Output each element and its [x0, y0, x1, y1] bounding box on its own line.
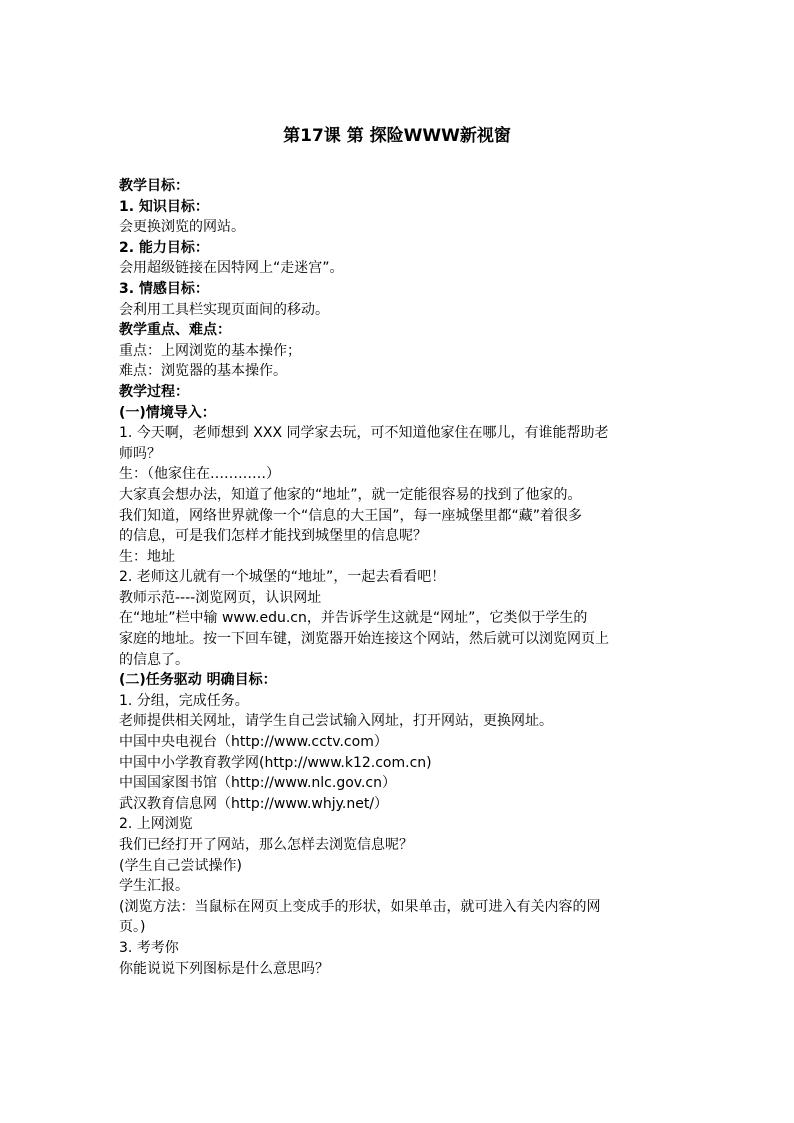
- text-line: 生：地址: [119, 548, 175, 565]
- section-heading: 教学目标：: [119, 178, 189, 194]
- section-heading: 教学重点、难点：: [119, 322, 231, 339]
- text-line: 中国国家图书馆（http://www.nlc.gov.cn）: [119, 775, 396, 792]
- text-line: 2. 老师这儿就有一个城堡的“地址”，一起去看看吧！: [119, 569, 446, 586]
- text-line: 你能说说下列图标是什么意思吗？: [119, 960, 329, 977]
- section-heading: 1. 知识目标：: [119, 198, 209, 215]
- section-heading: 3. 情感目标：: [119, 280, 209, 297]
- text-line: 的信息，可是我们怎样才能找到城堡里的信息呢？: [119, 528, 427, 545]
- page-title: 第17课 第 探险WWW新视窗: [283, 126, 511, 146]
- text-line: 2. 上网浏览: [119, 816, 193, 833]
- text-line: 我们知道，网络世界就像一个“信息的大王国”，每一座城堡里都“藏”着很多: [119, 507, 583, 524]
- text-line: 大家真会想办法，知道了他家的“地址”，就一定能很容易的找到了他家的。: [119, 486, 582, 503]
- text-line: 重点：上网浏览的基本操作；: [119, 342, 301, 359]
- text-line: 1. 今天啊，老师想到 XXX 同学家去玩，可不知道他家住在哪儿，有谁能帮助老: [119, 425, 609, 442]
- text-line: 生：（他家住在…………）: [119, 466, 280, 483]
- text-line: 中国中小学教育教学网(http://www.k12.com.cn): [119, 754, 432, 771]
- text-line: 会用超级链接在因特网上“走迷宫”。: [119, 260, 344, 277]
- text-line: 武汉教育信息网（http://www.whjy.net/）: [119, 795, 389, 812]
- text-line: 在“地址”栏中输 www.edu.cn，并告诉学生这就是“网址”，它类似于学生的: [119, 610, 588, 627]
- text-line: 家庭的地址。按一下回车键，浏览器开始连接这个网站，然后就可以浏览网页上: [119, 631, 609, 648]
- text-line: 难点：浏览器的基本操作。: [119, 363, 287, 380]
- text-line: 页。): [119, 919, 146, 936]
- section-heading: (二)任务驱动 明确目标：: [119, 672, 277, 689]
- section-heading: (一)情境导入：: [119, 404, 216, 421]
- text-line: 老师提供相关网址，请学生自己尝试输入网址，打开网站，更换网址。: [119, 713, 553, 730]
- text-line: 1. 分组，完成任务。: [119, 692, 249, 709]
- text-line: 中国中央电视台（http://www.cctv.com）: [119, 734, 388, 751]
- text-line: (学生自己尝试操作): [119, 857, 242, 874]
- text-line: 学生汇报。: [119, 878, 189, 895]
- text-line: 会利用工具栏实现页面间的移动。: [119, 301, 329, 318]
- text-line: 师吗？: [119, 445, 161, 462]
- section-heading: 教学过程：: [119, 383, 189, 400]
- document-body: [119, 176, 679, 979]
- text-line: 的信息了。: [119, 651, 189, 668]
- text-line: 会更换浏览的网站。: [119, 219, 245, 236]
- text-line: 3. 考考你: [119, 939, 179, 956]
- text-line: 我们已经打开了网站，那么怎样去浏览信息呢？: [119, 837, 413, 853]
- section-heading: 2. 能力目标：: [119, 239, 209, 256]
- text-line: 教师示范----浏览网页，认识网址: [119, 589, 322, 606]
- text-line: (浏览方法：当鼠标在网页上变成手的形状，如果单击，就可进入有关内容的网: [119, 898, 601, 915]
